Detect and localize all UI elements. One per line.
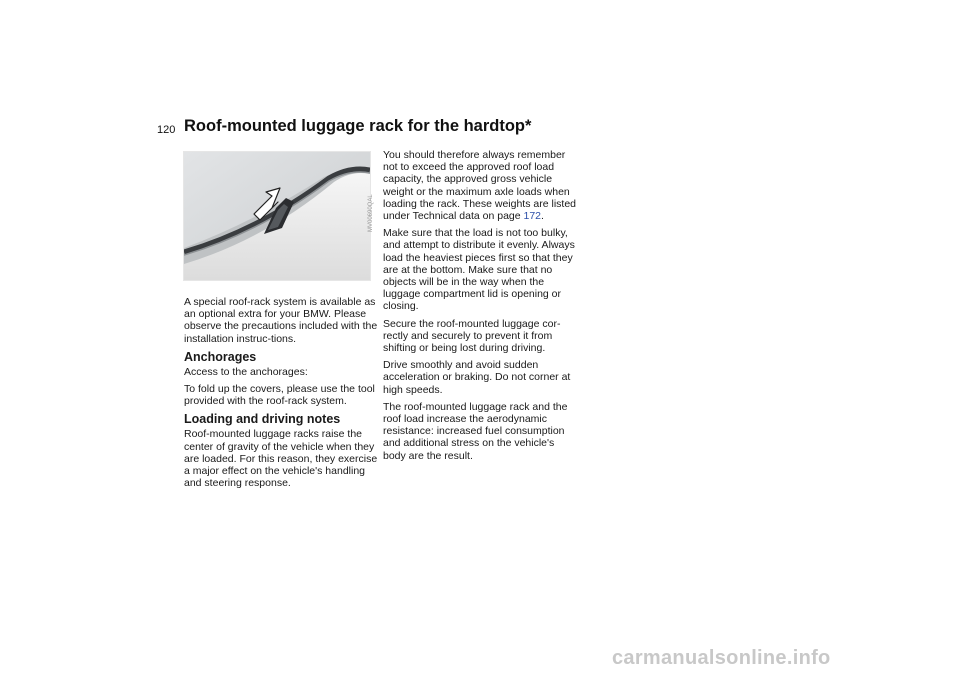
watermark: carmanualsonline.info — [612, 647, 831, 669]
drive-smoothly-paragraph: Drive smoothly and avoid sudden acceleration or braking. Do not corner at high speeds. — [383, 359, 571, 396]
page-reference-link[interactable]: 172 — [523, 210, 542, 223]
distribute-load-paragraph: Make sure that the load is not too bulky, and attempt to distribute it evenly. Always load the heaviest pieces first so that they are at the bottom. Make sure that no objects will be in the way when the luggage compartment lid is opening or closing. — [383, 227, 575, 313]
anchorages-covers-text: To fold up the covers, please use the tool provided with the roof-rack system. — [184, 383, 375, 408]
intro-paragraph: A special roof-rack system is available as an optional extra for your BMW. Please observe the precautions included with the installation instruc-tions. — [184, 296, 378, 345]
load-capacity-end: . — [541, 210, 544, 223]
aerodynamic-paragraph: The roof-mounted luggage rack and the roof load increase the aerodynamic resistance: increased fuel consumption and additional stress on the vehicle's body are the result. — [383, 400, 568, 462]
figure-code: MV00690QAL — [368, 194, 374, 232]
page-title: Roof-mounted luggage rack for the hardtop* — [184, 117, 532, 135]
secure-luggage-paragraph: Secure the roof-mounted luggage cor-rectly and securely to prevent it from shifting or being lost during driving. — [383, 317, 561, 355]
load-capacity-paragraph — [383, 149, 579, 222]
anchorages-heading: Anchorages — [184, 349, 257, 364]
right-column — [383, 149, 579, 467]
anchorages-access-text: Access to the anchorages: — [184, 365, 308, 378]
left-column — [184, 296, 380, 494]
load-capacity-text: You should therefore always remember not to exceed the approved roof load capacity, the approved gross vehicle weight or the maximum axle loads when loading the rack. These weights are listed under Technical data on page — [383, 149, 576, 223]
page-number: 120 — [157, 124, 176, 136]
loading-driving-heading: Loading and driving notes — [184, 412, 341, 427]
roof-rack-anchorage-illustration — [183, 151, 371, 281]
loading-paragraph: Roof-mounted luggage racks raise the center of gravity of the vehicle when they are loaded. For this reason, they exercise a major effect on the vehicle's handling and steering response. — [184, 428, 378, 490]
